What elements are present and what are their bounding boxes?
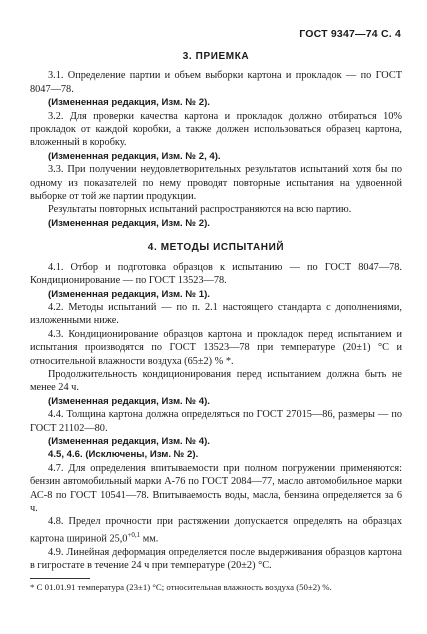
paragraph-4-8-unit: мм. (140, 533, 159, 545)
section-heading-acceptance: 3. ПРИЕМКА (182, 51, 250, 62)
paragraph-4-8 (30, 515, 402, 545)
paragraph-4-7: 4.7. Для определения впитываемости при полном погружении применяются: бензин автомобильный марки А-76 по ГОСТ 2084—77, масло автомобильное марки АС-8 по ГОСТ 10541—78. Впитываемость воды, масла, бензина определяется за 6 ч. (30, 462, 402, 514)
footnote: * С 01.01.91 температура (23±1) °С; относительная влажность воздуха (50±2) %. (30, 582, 332, 593)
edition-note: (Измененная редакция, Изм. № 2). (48, 97, 210, 109)
paragraph-4-2: 4.2. Методы испытаний — по п. 2.1 настоящего стандарта с дополнениями, изложенными ниже. (30, 301, 402, 327)
paragraph-4-3: 4.3. Кондиционирование образцов картона и прокладок перед испытанием и испытания производятся по ГОСТ 13523—78 при температуре (20±1) °С и относительной влажности воздуха (65±2) % *. (30, 328, 402, 367)
paragraph-4-3-duration: Продолжительность кондиционирования перед испытанием должна быть не менее 24 ч. (30, 368, 402, 394)
footnote-divider (30, 578, 90, 579)
page-header: ГОСТ 9347—74 С. 4 (299, 28, 401, 40)
edition-note: (Измененная редакция, Изм. № 2, 4). (48, 150, 221, 162)
paragraph-4-1: 4.1. Отбор и подготовка образцов к испытанию — по ГОСТ 8047—78. Кондиционирование — по ГОСТ 13523—78. (30, 261, 402, 287)
edition-note: (Измененная редакция, Изм. № 4). (48, 435, 210, 447)
tolerance-superscript: +0,1 (127, 530, 141, 539)
paragraph-3-2: 3.2. Для проверки качества картона и прокладок должно отбираться 10% прокладок от каждой коробки, а также должен использоваться образец картона, вложенный в коробку. (30, 110, 402, 149)
page-content (30, 50, 402, 593)
paragraph-3-3: 3.3. При получении неудовлетворительных результатов испытаний хотя бы по одному из показателей по нему проводят повторные испытания на удвоенной выборке от той же партии продукции. (30, 164, 402, 203)
excluded-note: 4.5, 4.6. (Исключены, Изм. № 2). (48, 449, 199, 461)
paragraph-4-8-text: 4.8. Предел прочности при растяжении допускается определять на образцах картона шириной 25,0 (30, 516, 402, 545)
edition-note: (Измененная редакция, Изм. № 2). (48, 217, 210, 229)
edition-note: (Измененная редакция, Изм. № 1). (48, 288, 210, 300)
edition-note: (Измененная редакция, Изм. № 4). (48, 395, 210, 407)
paragraph-4-4: 4.4. Толщина картона должна определяться по ГОСТ 27015—86, размеры — по ГОСТ 21102—80. (30, 409, 402, 434)
paragraph-4-9: 4.9. Линейная деформация определяется после выдерживания образцов картона в гигростате в течение 24 ч при температуре (20±2) °С. (30, 546, 402, 572)
paragraph-3-3-results: Результаты повторных испытаний распространяются на всю партию. (48, 204, 352, 216)
section-heading-test-methods: 4. МЕТОДЫ ИСПЫТАНИЙ (147, 242, 285, 254)
paragraph-3-1: 3.1. Определение партии и объем выборки картона и прокладок — по ГОСТ 8047—78. (30, 70, 402, 95)
